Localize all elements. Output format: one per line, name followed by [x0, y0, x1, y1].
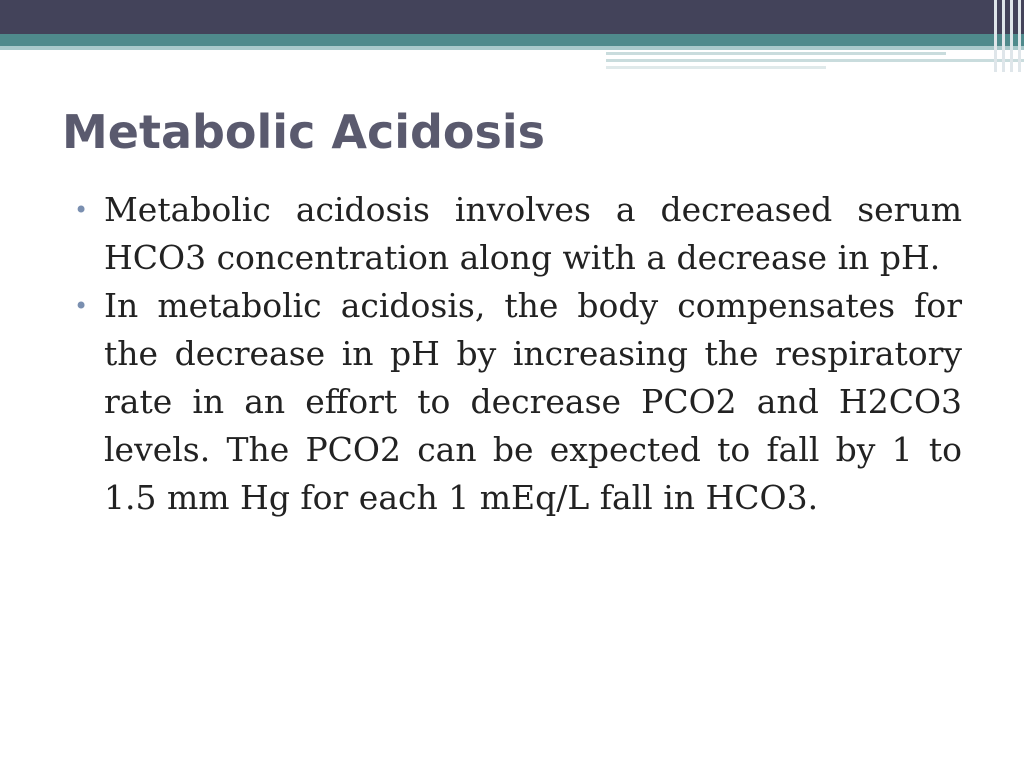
- header-right-stripes: [990, 0, 1024, 72]
- header-band-teal: [0, 34, 1024, 46]
- right-stripe: [1010, 0, 1013, 72]
- header-accent-lines: [606, 50, 1024, 72]
- right-stripe: [994, 0, 997, 72]
- bullet-icon: •: [74, 292, 89, 320]
- bullet-text: In metabolic acidosis, the body compensates for the decrease in pH by increasing the respiratory rate in an effort to decrease PCO2 and H2CO3 levels. The PCO2 can be expected to fall by 1 to 1.5 mm Hg for each 1 mEq/L fall in HCO3.: [104, 286, 962, 517]
- right-stripe: [1018, 0, 1021, 72]
- header-band-dark: [0, 0, 1024, 34]
- slide-title: Metabolic Acidosis: [62, 105, 546, 159]
- accent-line: [606, 52, 946, 55]
- bullet-list: [74, 186, 962, 522]
- accent-line: [606, 59, 1024, 62]
- bullet-item: [74, 282, 962, 522]
- accent-line: [606, 66, 826, 69]
- right-stripe: [1002, 0, 1005, 72]
- bullet-icon: •: [74, 196, 89, 224]
- bullet-item: [74, 186, 962, 282]
- bullet-text: Metabolic acidosis involves a decreased serum HCO3 concentration along with a decrease in pH.: [104, 190, 962, 277]
